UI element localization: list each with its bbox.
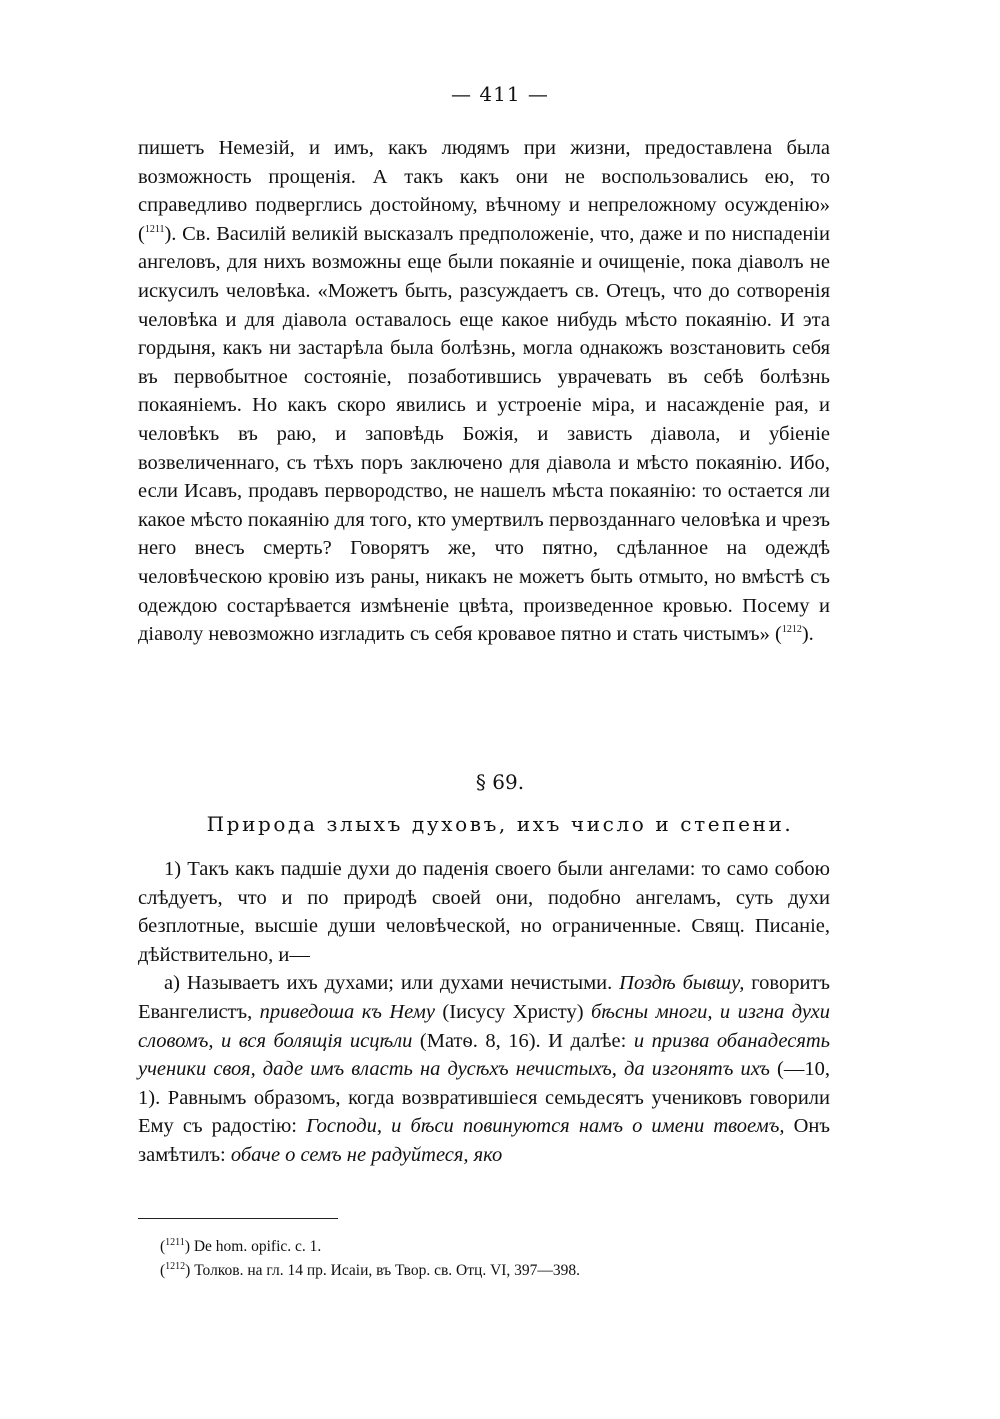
bottom-text-block — [138, 855, 830, 1170]
footnote-ref-1211[interactable]: 1211 — [144, 223, 165, 235]
text-run: пишетъ Немезій, и имъ, какъ людямъ при жизни, предоставлена была возможность прощенія. А такъ какъ они не воспользовались ею, то справедливо подверглись достойному, вѣчному и непреложному осужденію» ( — [138, 137, 830, 245]
text-run: (—10, 1). Равнымъ образомъ, когда возвратившіеся семьдесятъ учениковъ говорили Ему съ радостію: — [138, 1058, 830, 1138]
footnotes — [160, 1235, 820, 1283]
quote-italic: Господи, и бѣси повинуются намъ о имени твоемъ, — [306, 1115, 785, 1138]
footnote-ref-1212[interactable]: 1212 — [781, 624, 802, 636]
top-text-block — [138, 134, 830, 649]
text-run: (Іисусу Христу) — [434, 1000, 591, 1023]
quote-italic: Поздѣ бывшу, — [619, 972, 745, 995]
section-number: § 69. — [475, 770, 525, 794]
text-run: ). — [801, 623, 814, 646]
footnote-text: Толков. на гл. 14 пр. Исаіи, въ Твор. св. Отц. VI, 397—398. — [194, 1262, 581, 1279]
footnote-mark: 1211 — [165, 1236, 185, 1248]
section-title: Природа злыхъ духовъ, ихъ число и степени. — [206, 812, 794, 836]
quote-italic: бѣсны многи, и изгна духи словомъ, и вся болящія исцѣли — [138, 1000, 830, 1052]
page-number: — 411 — — [451, 82, 549, 106]
text-run: говоритъ Евангелистъ, — [138, 972, 830, 1023]
quote-italic: обаче о семъ не радуйтеся, яко — [230, 1143, 503, 1166]
text-run: (Матѳ. 8, 16). И далѣе: — [412, 1029, 634, 1052]
footnote-mark: 1212 — [165, 1260, 186, 1272]
quote-italic: и призва обанадесять ученики своя, даде имъ власть на дусѣхъ нечистыхъ, да изгонятъ ихъ — [138, 1029, 830, 1081]
text-run: Онъ замѣтилъ: — [138, 1115, 830, 1166]
footnote-1211: ($^{1211}$) De hom. opific. c. 1. — [160, 1236, 322, 1255]
footnote-1212: ($^{1212}$) Толков. на гл. 14 пр. Исаіи, въ Твор. св. Отц. VI, 397—398. — [160, 1260, 581, 1279]
quote-italic: приведоша къ Нему — [259, 1000, 435, 1023]
footnote-divider — [138, 1218, 338, 1219]
text-run: а) Называетъ ихъ духами; или духами нечистыми. — [164, 972, 620, 995]
paragraph-1: 1) Такъ какъ падшіе духи до паденія своего были ангелами: то само собою слѣдуетъ, что и по природѣ своей они, подобно ангеламъ, суть духи безплотные, высшіе души человѣческой, но ограниченные. Свящ. Писаніе, дѣйствительно, и— — [138, 858, 830, 966]
footnote-text: De hom. opific. c. 1. — [193, 1238, 322, 1255]
paragraph-a — [138, 969, 830, 1169]
text-run: ). Св. Василій великій высказалъ предположеніе, что, даже и по ниспаденіи ангеловъ, для нихъ возможны еще были покаяніе и очищеніе, пока діаволъ не искусилъ человѣка. «Можетъ быть, разсуждаетъ св. Отецъ, что до сотворенія человѣка и для діавола оставалось еще какое нибудь мѣсто покаянію. И эта гордыня, какъ ни застарѣла была болѣзнь, могла однакожъ возстановить себя въ первобытное состояніе, позаботившись уврачевать въ себѣ болѣзнь покаяніемъ. Но какъ скоро явились и устроеніе міра, и насажденіе рая, и человѣкъ въ раю, и заповѣдь Божія, и зависть діавола, и убіеніе возвеличеннаго, съ тѣхъ поръ заключено для діавола и мѣсто покаянію. Ибо, если Исавъ, продавъ первородство, не нашелъ мѣста покаянію: то остается ли какое мѣсто покаянію для того, кто умертвилъ первозданнаго человѣка и чрезъ него внесъ смерть? Говорятъ же, что пятно, сдѣланное на одеждѣ человѣческою кровію изъ раны, никакъ не можетъ быть отмыто, но вмѣстѣ съ одеждою состарѣвается измѣненіе цвѣта, произведенное кровью. Посему и діаволу невозможно изгладить съ себя кровавое пятно и стать чистымъ» ( — [138, 222, 830, 646]
paragraph-continuation — [138, 134, 830, 649]
